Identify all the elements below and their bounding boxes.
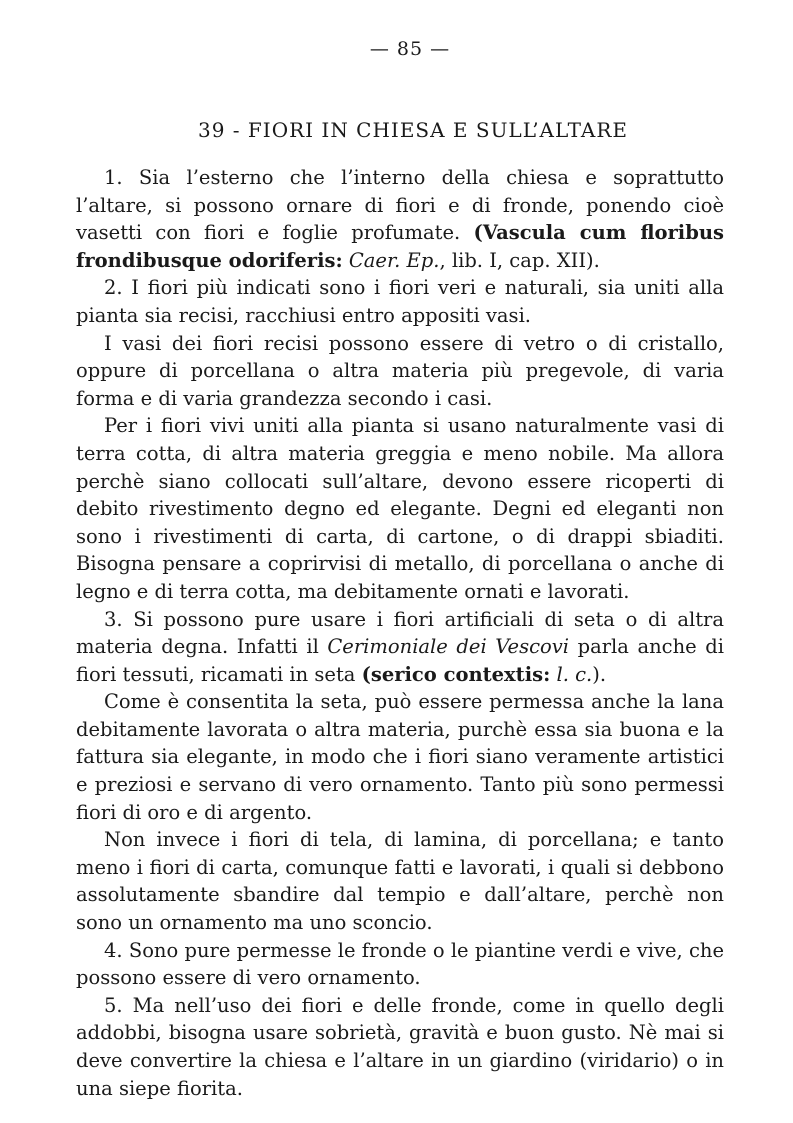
paragraph	[76, 330, 724, 413]
latin-quotation: (Vascula cum floribus frondibusque odoriferis:	[76, 221, 724, 272]
paragraph-text: parla anche di fiori tessuti, ricamati in seta	[76, 635, 724, 686]
paragraph-text: 1. Sia l’esterno che l’interno della chiesa e soprattutto l’altare, si possono ornare di fiori e di fronde, ponendo cioè vasetti con fiori e foglie profumate.	[76, 166, 724, 245]
paragraph-text: Per i fiori vivi uniti alla pianta si usano naturalmente vasi di terra cotta, di altra materia greggia e meno nobile. Ma allora perchè siano collocati sull’altare, devono essere ricoperti di debito rivestimento degno ed elegante. Degni ed eleganti non sono i rivestimenti di carta, di cartone, o di drappi sbiaditi. Bisogna pensare a coprirvisi di metallo, di porcellana o anche di legno e di terra cotta, ma debitamente ornati e lavorati.	[76, 414, 724, 603]
paragraph	[76, 937, 724, 992]
paragraph-text: 3. Si possono pure usare i fiori artificiali di seta o di altra materia degna. Infatti il	[76, 607, 724, 659]
paragraph-text: 5. Ma nell’uso dei fiori e delle fronde, come in quello degli addobbi, bisogna usare sobrietà, gravità e buon gusto. Nè mai si deve convertire la chiesa e l’altare in un giardino (viridario) o in una siepe fiorita.	[76, 993, 724, 1100]
paragraph	[76, 274, 724, 329]
page-number: — 85 —	[369, 38, 451, 60]
paragraph-text: Come è consentita la seta, può essere permessa anche la lana debitamente lavorata o altra materia, purchè essa sia buona e la fattura sia elegante, in modo che i fiori siano veramente artistici e preziosi e servano di vero ornamento. Tanto più sono permessi fiori di oro e di argento.	[76, 690, 724, 824]
citation-italic: Cerimoniale dei Vescovi	[327, 635, 570, 659]
paragraph	[76, 688, 724, 826]
paragraph	[76, 826, 724, 936]
paragraph	[76, 164, 724, 274]
latin-quotation: (serico contextis:	[361, 662, 551, 686]
body-text	[76, 164, 724, 1102]
paragraph-text: , lib. I, cap. XII).	[439, 248, 600, 272]
citation-italic: l. c.	[556, 662, 593, 686]
paragraph-text: ).	[592, 662, 607, 686]
citation-italic: Caer. Ep.	[348, 248, 440, 272]
book-page	[76, 38, 724, 1102]
paragraph	[76, 992, 724, 1102]
paragraph	[76, 412, 724, 605]
paragraph	[76, 606, 724, 689]
chapter-title: 39 - FIORI IN CHIESA E SULL’ALTARE	[198, 118, 628, 142]
paragraph-text: 2. I fiori più indicati sono i fiori veri e naturali, sia uniti alla pianta sia recisi, racchiusi entro appositi vasi.	[76, 276, 724, 327]
paragraph-text: Non invece i fiori di tela, di lamina, di porcellana; e tanto meno i fiori di carta, comunque fatti e lavorati, i quali si debbono assolutamente sbandire dal tempio e dall’altare, perchè non sono un ornamento ma uno sconcio.	[76, 828, 724, 935]
paragraph-text: 4. Sono pure permesse le fronde o le piantine verdi e vive, che possono essere di vero ornamento.	[76, 938, 724, 990]
paragraph-text: I vasi dei fiori recisi possono essere di vetro o di cristallo, oppure di porcellana o altra materia più pregevole, di varia forma e di varia grandezza secondo i casi.	[76, 331, 724, 410]
